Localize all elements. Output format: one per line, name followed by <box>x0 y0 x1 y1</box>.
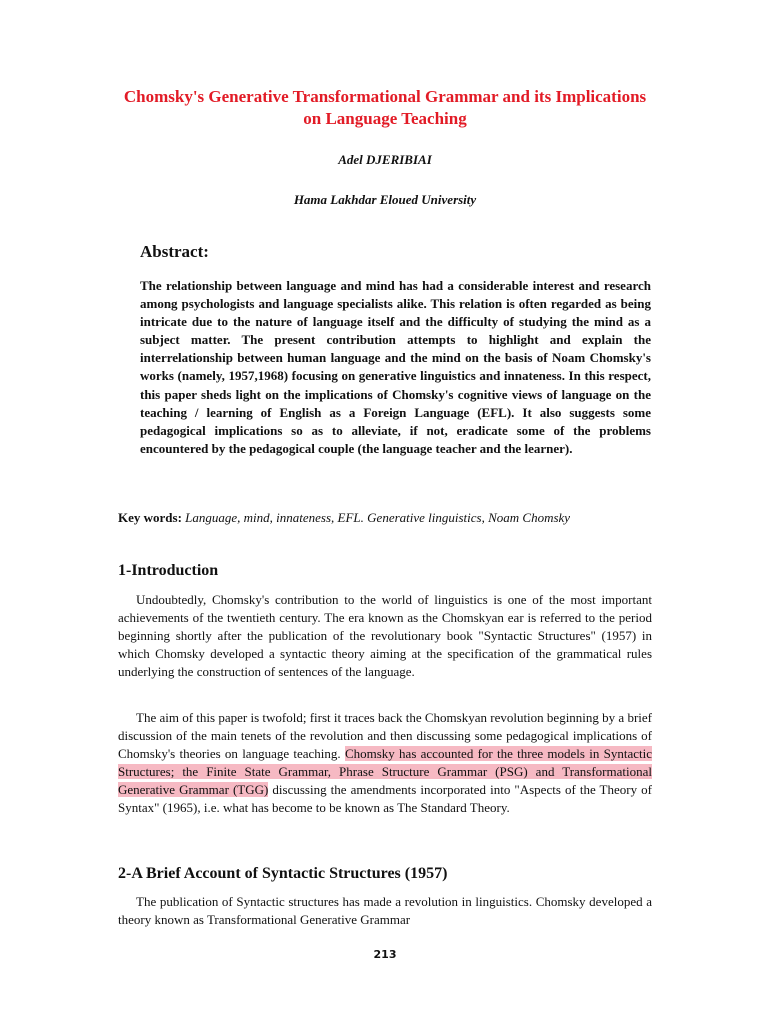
keywords <box>118 509 652 527</box>
highlighted-text[interactable]: Chomsky has accounted for the three models in Syntactic Structures; the Finite State Grammar, Phrase Structure Grammar (PSG) and Transformational Generative Grammar (TGG) <box>118 746 652 798</box>
page-number: 213 <box>373 948 397 961</box>
section-heading-syntactic-structures: 2-A Brief Account of Syntactic Structures (1957) <box>118 865 448 882</box>
paper-title: Chomsky's Generative Transformational Grammar and its Implications on Language Teaching <box>123 87 647 128</box>
section-heading-introduction: 1-Introduction <box>118 562 219 579</box>
syntactic-structures-paragraph-1 <box>118 893 652 929</box>
paragraph-text: Undoubtedly, Chomsky's contribution to the world of linguistics is one of the most important achievements of the twentieth century. The era known as the Chomskyan ear is referred to the period beginning shortly after the publication of the revolutionary book "Syntactic Structures" (1957) in which Chomsky developed a syntactic theory aiming at the specification of the grammatical rules underlying the construction of sentences of the language. <box>118 592 652 680</box>
paragraph-text: discussing the amendments incorporated into "Aspects of the Theory of Syntax" (1965), i.e. what has become to be known as The Standard Theory. <box>118 782 652 816</box>
abstract-heading: Abstract: <box>140 242 209 261</box>
keywords-text: Language, mind, innateness, EFL. Generative linguistics, Noam Chomsky <box>185 510 571 525</box>
author-name: Adel DJERIBIAI <box>338 152 432 167</box>
abstract-text: The relationship between language and mind has had a considerable interest and research among psychologists and language specialists alike. This relation is often regarded as being intricate due to the nature of language itself and the difficulty of studying the mind as a subject matter. The present contribution attempts to highlight and explain the interrelationship between human language and the mind on the basis of Noam Chomsky's works (namely, 1957,1968) focusing on generative linguistics and innateness. In this respect, this paper sheds light on the implications of Chomsky's cognitive views of language on the teaching / learning of English as a Foreign Language (EFL). It also suggests some pedagogical implications so as to alleviate, if not, eradicate some of the problems encountered by the pedagogical couple (the language teacher and the learner). <box>140 278 651 456</box>
introduction-paragraph-1 <box>118 591 652 681</box>
paragraph-text: The publication of Syntactic structures has made a revolution in linguistics. Chomsky developed a theory known as Transformational Generative Grammar <box>118 894 652 928</box>
author-affiliation: Hama Lakhdar Eloued University <box>293 192 477 207</box>
introduction-paragraph-2 <box>118 709 652 818</box>
keywords-label: Key words: <box>118 510 182 525</box>
paragraph-text: The aim of this paper is twofold; first it traces back the Chomskyan revolution beginning by a brief discussion of the main tenets of the revolution and then discussing some pedagogical implications of Chomsky's theories on language teaching. <box>118 710 652 762</box>
